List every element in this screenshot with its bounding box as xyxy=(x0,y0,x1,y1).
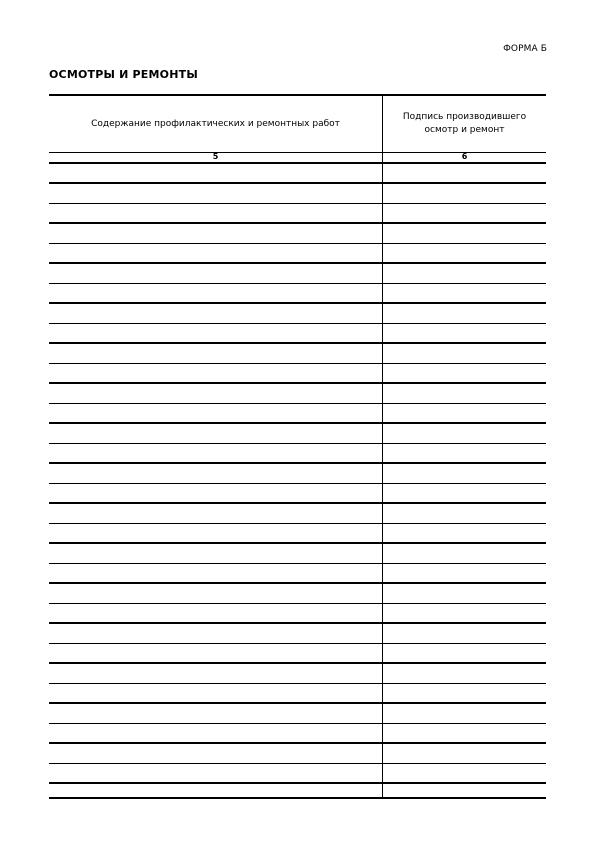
table-row xyxy=(49,364,546,384)
form-label: ФОРМА Б xyxy=(503,44,547,54)
table-header xyxy=(49,96,546,153)
table-row xyxy=(49,744,546,764)
header-signature: Подпись производившего осмотр и ремонт xyxy=(402,112,527,135)
table-row xyxy=(49,544,546,564)
table-row xyxy=(49,404,546,424)
table-row xyxy=(49,764,546,784)
table-row xyxy=(49,184,546,204)
table-row xyxy=(49,724,546,744)
table-row xyxy=(49,704,546,724)
table-row xyxy=(49,264,546,284)
inspections-table xyxy=(49,94,546,799)
table-row xyxy=(49,284,546,304)
column-number-5: 5 xyxy=(212,152,219,161)
table-row xyxy=(49,624,546,644)
table-body xyxy=(49,164,546,797)
table-row xyxy=(49,384,546,404)
column-number-6: 6 xyxy=(461,152,468,161)
table-row xyxy=(49,164,546,184)
table-row xyxy=(49,584,546,604)
table-row xyxy=(49,304,546,324)
table-row xyxy=(49,564,546,584)
table-row xyxy=(49,204,546,224)
table-row xyxy=(49,484,546,504)
table-row xyxy=(49,224,546,244)
table-row xyxy=(49,684,546,704)
column-number-row xyxy=(49,153,546,164)
table-row xyxy=(49,524,546,544)
table-row xyxy=(49,424,546,444)
table-row xyxy=(49,464,546,484)
table-row xyxy=(49,244,546,264)
table-row xyxy=(49,324,546,344)
table-row xyxy=(49,664,546,684)
table-row xyxy=(49,344,546,364)
header-work-content: Содержание профилактических и ремонтных работ xyxy=(91,118,340,129)
table-row xyxy=(49,644,546,664)
table-row xyxy=(49,444,546,464)
table-row xyxy=(49,504,546,524)
table-row xyxy=(49,604,546,624)
page-title: ОСМОТРЫ И РЕМОНТЫ xyxy=(49,68,198,81)
